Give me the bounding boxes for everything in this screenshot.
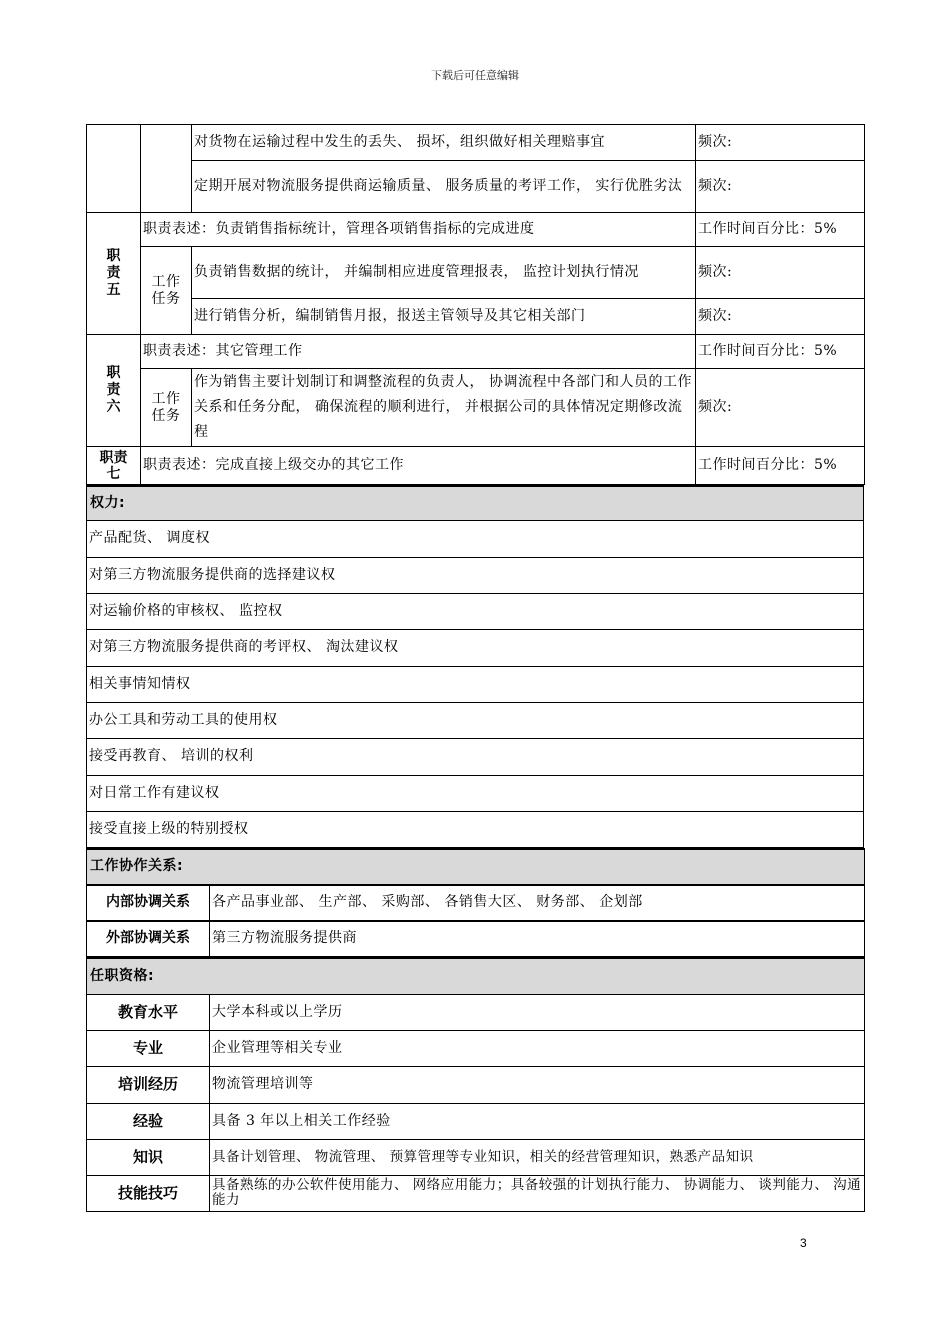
frequency-cell: 频次: <box>696 299 865 335</box>
frequency-cell: 频次: <box>696 161 865 213</box>
duty-five-percentage: 工作时间百分比：5% <box>696 213 865 247</box>
task-label-cell-prev <box>141 125 192 213</box>
duty-seven-label: 职责七 <box>87 447 141 485</box>
qualifications-section-title: 任职资格: <box>87 958 865 994</box>
task-text: 对货物在运输过程中发生的丢失、 损坏，组织做好相关理赔事宜 <box>192 125 696 161</box>
power-item: 相关事情知情权 <box>87 666 864 702</box>
external-relations-label: 外部协调关系 <box>87 921 210 957</box>
powers-section-title: 权力: <box>87 486 864 520</box>
job-description-document <box>86 124 864 1212</box>
page-number: 3 <box>800 1236 807 1250</box>
external-relations-value: 第三方物流服务提供商 <box>210 921 865 957</box>
internal-relations-label: 内部协调关系 <box>87 885 210 921</box>
power-item: 接受直接上级的特别授权 <box>87 811 864 847</box>
training-label: 培训经历 <box>87 1066 210 1103</box>
duty-seven-percentage: 工作时间百分比：5% <box>696 447 865 485</box>
duty-six-percentage: 工作时间百分比：5% <box>696 335 865 369</box>
major-label: 专业 <box>87 1030 210 1066</box>
duties-table <box>86 124 865 485</box>
duty-five-label: 职责五 <box>87 213 141 335</box>
education-label: 教育水平 <box>87 994 210 1030</box>
qualifications-table <box>86 957 865 1212</box>
power-item: 对第三方物流服务提供商的选择建议权 <box>87 557 864 593</box>
skills-label: 技能技巧 <box>87 1175 210 1211</box>
education-value: 大学本科或以上学历 <box>210 994 865 1030</box>
power-item: 对运输价格的审核权、 监控权 <box>87 593 864 629</box>
task-text: 进行销售分析，编制销售月报，报送主管领导及其它相关部门 <box>192 299 696 335</box>
experience-value: 具备 3 年以上相关工作经验 <box>210 1103 865 1139</box>
duty-seven-description: 职责表述：完成直接上级交办的其它工作 <box>141 447 696 485</box>
frequency-cell: 频次: <box>696 247 865 299</box>
task-text: 负责销售数据的统计， 并编制相应进度管理报表， 监控计划执行情况 <box>192 247 696 299</box>
training-value: 物流管理培训等 <box>210 1066 865 1103</box>
major-value: 企业管理等相关专业 <box>210 1030 865 1066</box>
duty-six-label: 职责六 <box>87 335 141 447</box>
duty-five-task-label: 工作任务 <box>141 247 192 335</box>
duty-six-description: 职责表述：其它管理工作 <box>141 335 696 369</box>
power-item: 对第三方物流服务提供商的考评权、 淘汰建议权 <box>87 629 864 666</box>
duty-five-description: 职责表述：负责销售指标统计，管理各项销售指标的完成进度 <box>141 213 696 247</box>
task-text: 定期开展对物流服务提供商运输质量、 服务质量的考评工作， 实行优胜劣汰 <box>192 161 696 213</box>
frequency-cell: 频次: <box>696 369 865 447</box>
knowledge-value: 具备计划管理、 物流管理、 预算管理等专业知识，相关的经营管理知识，熟悉产品知识 <box>210 1139 865 1175</box>
duty-six-task-label: 工作任务 <box>141 369 192 447</box>
power-item: 对日常工作有建议权 <box>87 775 864 811</box>
internal-relations-value: 各产品事业部、 生产部、 采购部、 各销售大区、 财务部、 企划部 <box>210 885 865 921</box>
power-item: 办公工具和劳动工具的使用权 <box>87 702 864 738</box>
duty-label-cell-prev <box>87 125 141 213</box>
power-item: 接受再教育、 培训的权利 <box>87 738 864 775</box>
powers-table <box>86 485 864 848</box>
page-header: 下载后可任意编辑 <box>431 69 519 82</box>
knowledge-label: 知识 <box>87 1139 210 1175</box>
relations-section-title: 工作协作关系: <box>87 849 865 885</box>
skills-value: 具备熟练的办公软件使用能力、 网络应用能力；具备较强的计划执行能力、 协调能力、 谈判能力、 沟通能力 <box>210 1175 865 1211</box>
power-item: 产品配货、 调度权 <box>87 520 864 557</box>
experience-label: 经验 <box>87 1103 210 1139</box>
task-text: 作为销售主要计划制订和调整流程的负责人， 协调流程中各部门和人员的工作关系和任务分配， 确保流程的顺利进行， 并根据公司的具体情况定期修改流程 <box>192 369 696 447</box>
relations-table <box>86 848 865 958</box>
frequency-cell: 频次: <box>696 125 865 161</box>
